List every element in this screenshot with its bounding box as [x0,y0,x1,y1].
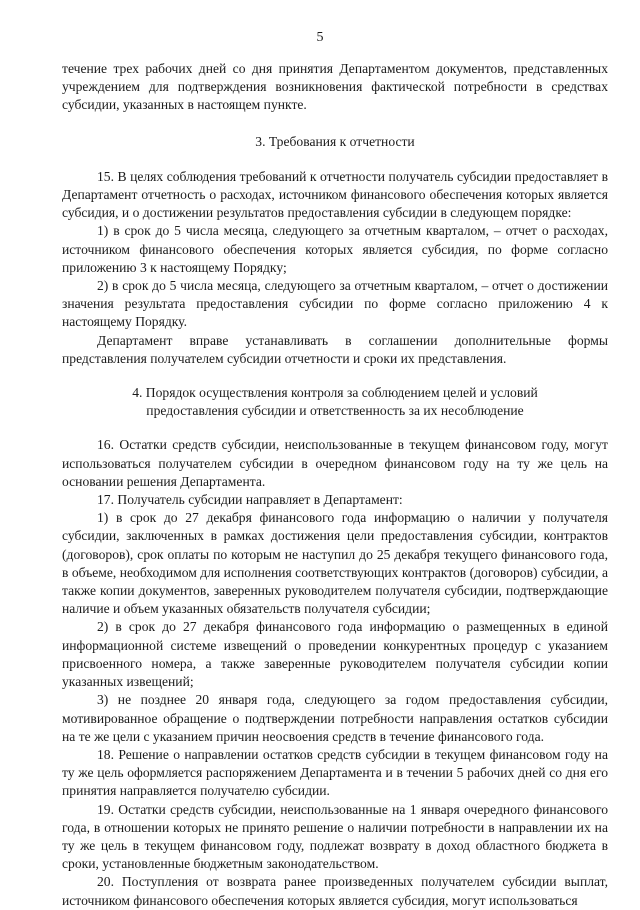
paragraph-16: 16. Остатки средств субсидии, неиспользованные в текущем финансовом году, могут использоваться получателем субсидии в очередном финансовом году на ту же цель на основании решения Департамента. [62,437,608,489]
section-4-heading [62,384,608,420]
paragraph-17-item-1: 1) в срок до 27 декабря финансового года информацию о наличии у получателя субсидии, заключенных в рамках достижения цели предоставления субсидии, контрактов (договоров), срок оплаты по которым не наступил до 25 декабря текущего финансового года, в объеме, необходимом для исполнения соответствующих контрактов (договоров) субсидии, а также копии документов, заверенных руководителем получателя субсидии, подтверждающие наличие и объем указанных обязательств получателя субсидии; [62,510,608,617]
page-number: 5 [316,30,324,45]
section-4-heading-line-1: 4. Порядок осуществления контроля за соблюдением целей и условий [132,385,538,401]
intro-paragraph: течение трех рабочих дней со дня принятия Департаментом документов, представленных учреждением для подтверждения возникновения фактической потребности в средствах субсидии, указанных в настоящем пункте. [62,61,608,113]
paragraph-17-item-3: 3) не позднее 20 января года, следующего за годом предоставления субсидии, мотивированное обращение о подтверждении потребности направления остатков субсидии на те же цели с указанием причин неосвоения средств в течение финансового года. [62,692,608,744]
paragraph-20: 20. Поступления от возврата ранее произведенных получателем субсидии выплат, источником финансового обеспечения которых является субсидия, могут использоваться [62,874,608,908]
paragraph-17: 17. Получатель субсидии направляет в Департамент: [97,492,403,508]
paragraph-17-item-2: 2) в срок до 27 декабря финансового года информацию о размещенных в единой информационной системе извещений о проведении конкурентных процедур с указанием присвоенного номера, а также заверенные руководителем получателя субсидии копии указанных извещений; [62,619,608,690]
paragraph-15: 15. В целях соблюдения требований к отчетности получатель субсидии предоставляет в Департамент отчетность о расходах, источником финансового обеспечения которых является субсидия, и о достижении результатов предоставления субсидии в следующем порядке: [62,168,608,221]
paragraph-15-note: Департамент вправе устанавливать в соглашении дополнительные формы представления получателем субсидии отчетности и сроки их представления. [62,332,608,366]
paragraph-15-item-2: 2) в срок до 5 числа месяца, следующего за отчетным кварталом, – отчет о достижении значения результата предоставления субсидии по форме согласно приложению 4 к настоящему Порядку. [62,278,608,330]
section-4-heading-line-2: предоставления субсидии и ответственность за их несоблюдение [146,403,524,419]
paragraph-18: 18. Решение о направлении остатков средств субсидии в текущем финансовом году на ту же цель оформляется распоряжением Департамента и в течении 5 рабочих дней со дня его принятия направляется получателю субсидии. [62,746,608,799]
paragraph-15-item-1: 1) в срок до 5 числа месяца, следующего за отчетным кварталом, – отчет о расходах, источником финансового обеспечения которых является субсидия, по форме согласно приложению 3 к настоящему Порядку; [62,223,608,275]
section-3-heading: 3. Требования к отчетности [255,133,415,149]
paragraph-19: 19. Остатки средств субсидии, неиспользованные на 1 января очередного финансового года, в отношении которых не принято решение о наличии потребности в направлении их на ту же цель в текущем финансовом году, подлежат возврату в доход областного бюджета в сроки, установленные бюджетным законодательством. [62,801,608,872]
document-body [62,60,608,910]
